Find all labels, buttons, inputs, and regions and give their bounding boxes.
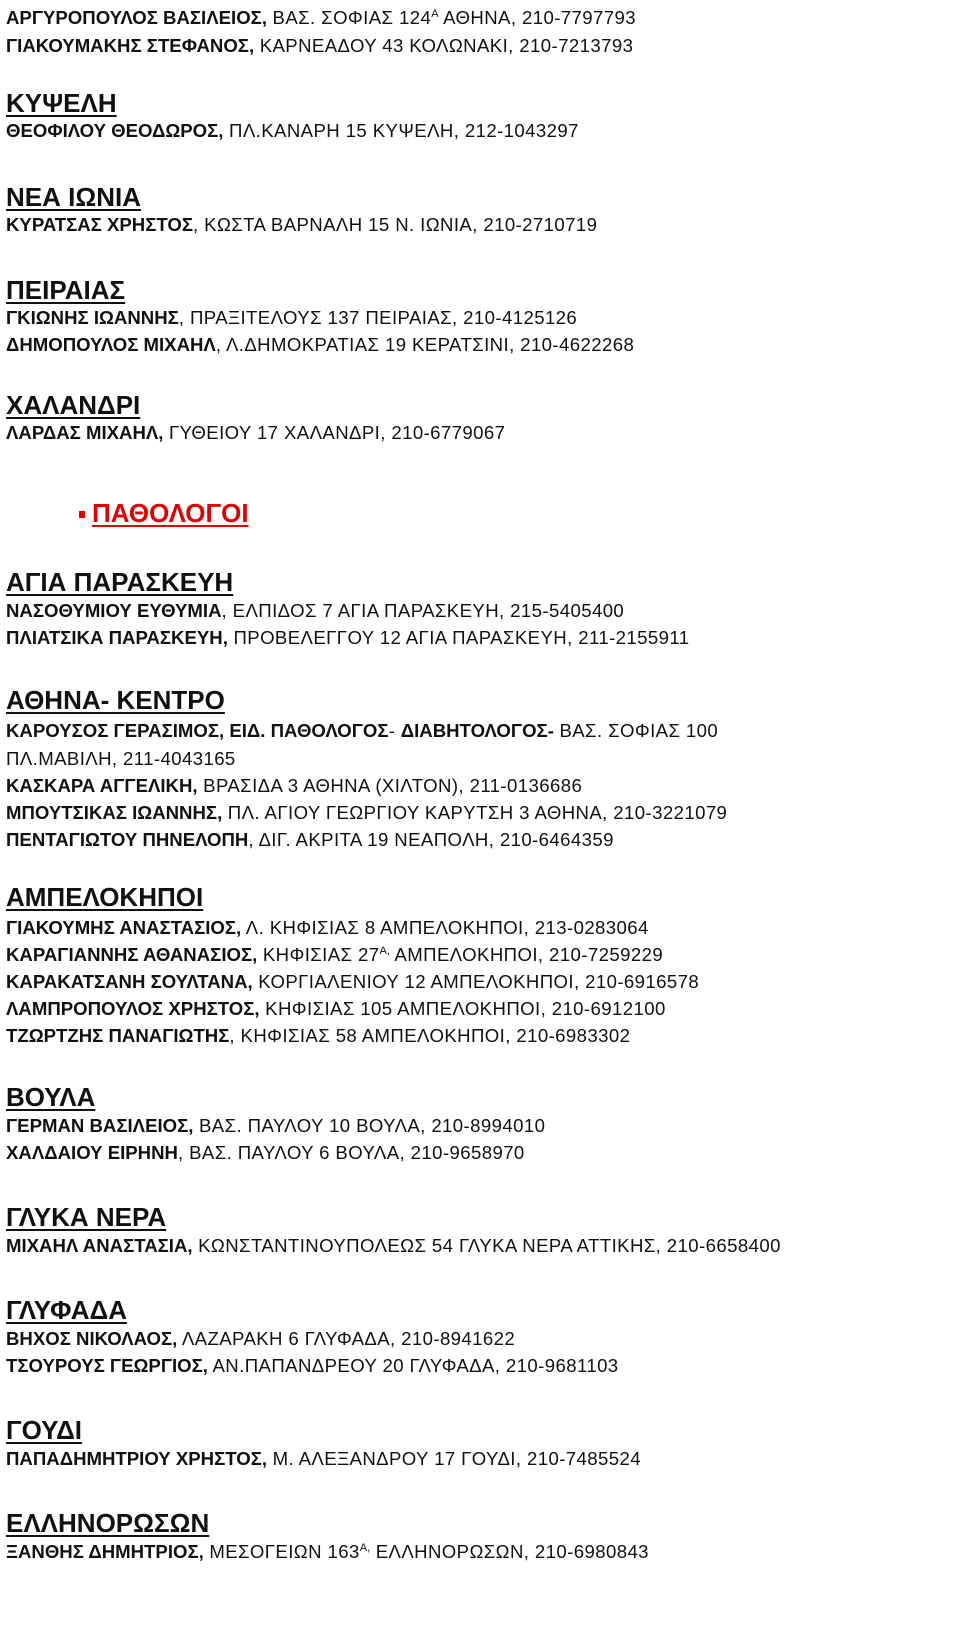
doctor-entry bbox=[6, 422, 505, 444]
area-heading: ΒΟΥΛΑ bbox=[6, 1082, 96, 1112]
doctor-details: Μ. ΑΛΕΞΑΝΔΡΟΥ 17 ΓΟΥΔΙ, 210-7485524 bbox=[267, 1448, 641, 1469]
address-superscript: Α bbox=[431, 8, 439, 20]
doctor-details: ΚΗΦΙΣΙΑΣ 27 bbox=[257, 944, 380, 965]
doctor-entry bbox=[6, 748, 236, 770]
doctor-details: ΚΟΡΓΙΑΛΕΝΙΟΥ 12 ΑΜΠΕΛΟΚΗΠΟΙ, 210-6916578 bbox=[252, 971, 700, 992]
doctor-name: ΠΑΠΑΔΗΜΗΤΡΙΟΥ ΧΡΗΣΤΟΣ, bbox=[6, 1448, 268, 1469]
doctor-entry bbox=[6, 802, 727, 824]
doctor-name: ΠΕΝΤΑΓΙΩΤΟΥ ΠΗΝΕΛΟΠΗ bbox=[6, 829, 249, 850]
doctor-details: ΒΡΑΣΙΔΑ 3 ΑΘΗΝΑ (ΧΙΛΤΟΝ), 211-0136686 bbox=[197, 775, 583, 796]
doctor-entry bbox=[6, 829, 614, 851]
doctor-name: ΚΑΡΑΚΑΤΣΑΝΗ ΣΟΥΛΤΑΝΑ, bbox=[6, 971, 253, 992]
doctor-details-cont: ΑΘΗΝΑ, 210-7797793 bbox=[438, 7, 636, 28]
doctor-name: ΘΕΟΦΙΛΟΥ ΘΕΟΔΩΡΟΣ, bbox=[6, 120, 224, 141]
doctor-entry bbox=[6, 971, 699, 993]
doctor-entry bbox=[6, 1355, 619, 1377]
doctor-entry bbox=[6, 917, 649, 939]
doctor-name: ΞΑΝΘΗΣ ΔΗΜΗΤΡΙΟΣ, bbox=[6, 1541, 204, 1562]
doctor-name: ΚΑΡΑΓΙΑΝΝΗΣ ΑΘΑΝΑΣΙΟΣ, bbox=[6, 944, 258, 965]
doctor-details: ΒΑΣ. ΣΟΦΙΑΣ 124 bbox=[266, 7, 432, 28]
doctor-entry bbox=[6, 1142, 525, 1164]
area-heading: ΓΛΥΦΑΔΑ bbox=[6, 1295, 128, 1325]
area-heading: ΚΥΨΕΛΗ bbox=[6, 88, 117, 118]
area-heading: ΝΕΑ ΙΩΝΙΑ bbox=[6, 182, 141, 212]
area-heading: ΓΟΥΔΙ bbox=[6, 1415, 83, 1445]
doctor-details: ΠΛ. ΑΓΙΟΥ ΓΕΩΡΓΙΟΥ ΚΑΡΥΤΣΗ 3 ΑΘΗΝΑ, 210-3221079 bbox=[222, 802, 728, 823]
doctor-details: , Λ.ΔΗΜΟΚΡΑΤΙΑΣ 19 ΚΕΡΑΤΣΙΝΙ, 210-4622268 bbox=[215, 334, 635, 355]
doctor-name: ΜΠΟΥΤΣΙΚΑΣ ΙΩΑΝΝΗΣ, bbox=[6, 802, 223, 823]
doctor-entry bbox=[6, 120, 579, 142]
square-bullet-icon bbox=[79, 511, 85, 518]
doctor-name: ΑΡΓΥΡΟΠΟΥΛΟΣ ΒΑΣΙΛΕΙΟΣ, bbox=[6, 7, 267, 28]
doctor-details: ΚΑΡΝΕΑΔΟΥ 43 ΚΟΛΩΝΑΚΙ, 210-7213793 bbox=[254, 35, 634, 56]
doctor-entry bbox=[6, 627, 689, 649]
doctor-details: ΜΕΣΟΓΕΙΩΝ 163 bbox=[203, 1541, 360, 1562]
doctor-name: ΚΑΣΚΑΡΑ ΑΓΓΕΛΙΚΗ, bbox=[6, 775, 198, 796]
doctor-details: , ΒΑΣ. ΠΑΥΛΟΥ 6 ΒΟΥΛΑ, 210-9658970 bbox=[177, 1142, 525, 1163]
doctor-details: , ΠΡΑΞΙΤΕΛΟΥΣ 137 ΠΕΙΡΑΙΑΣ, 210-4125126 bbox=[178, 307, 578, 328]
doctor-entry bbox=[6, 1115, 545, 1137]
area-heading: ΧΑΛΑΝΔΡΙ bbox=[6, 390, 141, 420]
area-heading: ΑΘΗΝΑ- ΚΕΝΤΡΟ bbox=[6, 685, 225, 715]
doctor-details: ΠΡΟΒΕΛΕΓΓΟΥ 12 ΑΓΙΑ ΠΑΡΑΣΚΕΥΗ, 211-2155911 bbox=[227, 627, 690, 648]
area-heading: ΑΜΠΕΛΟΚΗΠΟΙ bbox=[6, 882, 204, 912]
doctor-specialty: ΔΙΑΒΗΤΟΛΟΓΟΣ- bbox=[400, 720, 554, 741]
area-heading: ΠΕΙΡΑΙΑΣ bbox=[6, 275, 126, 305]
doctor-entry bbox=[6, 775, 582, 797]
area-heading: ΕΛΛΗΝΟΡΩΣΩΝ bbox=[6, 1508, 210, 1538]
doctor-name: ΓΙΑΚΟΥΜΗΣ ΑΝΑΣΤΑΣΙΟΣ, bbox=[6, 917, 242, 938]
doctor-entry bbox=[6, 944, 663, 966]
doctor-entry bbox=[6, 600, 624, 622]
doctor-name: ΔΗΜΟΠΟΥΛΟΣ ΜΙΧΑΗΛ bbox=[6, 334, 216, 355]
doctor-details: , ΚΩΣΤΑ ΒΑΡΝΑΛΗ 15 Ν. ΙΩΝΙΑ, 210-2710719 bbox=[193, 214, 598, 235]
doctor-entry bbox=[6, 307, 577, 329]
doctor-details: - bbox=[388, 720, 401, 741]
doctor-details-cont: ΕΛΛΗΝΟΡΩΣΩΝ, 210-6980843 bbox=[370, 1541, 649, 1562]
doctor-details: ΚΗΦΙΣΙΑΣ 105 ΑΜΠΕΛΟΚΗΠΟΙ, 210-6912100 bbox=[259, 998, 666, 1019]
doctor-name: ΚΑΡΟΥΣΟΣ ΓΕΡΑΣΙΜΟΣ, ΕΙΔ. ΠΑΘΟΛΟΓΟΣ bbox=[6, 720, 389, 741]
doctor-details: ΛΑΖΑΡΑΚΗ 6 ΓΛΥΦΑΔΑ, 210-8941622 bbox=[177, 1328, 516, 1349]
doctor-entry bbox=[6, 334, 634, 356]
doctor-entry bbox=[6, 1328, 515, 1350]
doctor-name: ΠΛΙΑΤΣΙΚΑ ΠΑΡΑΣΚΕΥΗ, bbox=[6, 627, 228, 648]
doctor-details: ΠΛ.ΚΑΝΑΡΗ 15 ΚΥΨΕΛΗ, 212-1043297 bbox=[223, 120, 579, 141]
doctor-entry bbox=[6, 35, 633, 57]
doctor-name: ΒΗΧΟΣ ΝΙΚΟΛΑΟΣ, bbox=[6, 1328, 178, 1349]
doctor-details: ΑΝ.ΠΑΠΑΝΔΡΕΟΥ 20 ΓΛΥΦΑΔΑ, 210-9681103 bbox=[207, 1355, 619, 1376]
doctor-details: , ΕΛΠΙΔΟΣ 7 ΑΓΙΑ ΠΑΡΑΣΚΕΥΗ, 215-5405400 bbox=[221, 600, 625, 621]
doctor-details-cont: ΑΜΠΕΛΟΚΗΠΟΙ, 210-7259229 bbox=[389, 944, 664, 965]
address-superscript: Α, bbox=[359, 1542, 371, 1554]
doctor-entry bbox=[6, 1025, 630, 1047]
doctor-entry bbox=[6, 1235, 781, 1257]
doctor-entry bbox=[6, 7, 636, 29]
doctor-details: ΠΛ.ΜΑΒΙΛΗ, 211-4043165 bbox=[6, 748, 236, 769]
doctor-details: Λ. ΚΗΦΙΣΙΑΣ 8 ΑΜΠΕΛΟΚΗΠΟΙ, 213-0283064 bbox=[241, 917, 649, 938]
doctor-entry bbox=[6, 214, 597, 236]
doctor-name: ΝΑΣΟΘΥΜΙΟΥ ΕΥΘΥΜΙΑ bbox=[6, 600, 222, 621]
doctor-entry bbox=[6, 998, 666, 1020]
doctor-entry bbox=[6, 1448, 641, 1470]
doctor-details: ΒΑΣ. ΠΑΥΛΟΥ 10 ΒΟΥΛΑ, 210-8994010 bbox=[193, 1115, 546, 1136]
doctor-name: ΓΕΡΜΑΝ ΒΑΣΙΛΕΙΟΣ, bbox=[6, 1115, 194, 1136]
doctor-name: ΛΑΡΔΑΣ ΜΙΧΑΗΛ, bbox=[6, 422, 164, 443]
section-title: ΠΑΘΟΛΟΓΟΙ bbox=[92, 498, 249, 528]
address-superscript: Α, bbox=[379, 945, 390, 957]
doctor-details-cont: ΒΑΣ. ΣΟΦΙΑΣ 100 bbox=[553, 720, 719, 741]
area-heading: ΓΛΥΚΑ ΝΕΡΑ bbox=[6, 1202, 167, 1232]
doctor-details: , ΚΗΦΙΣΙΑΣ 58 ΑΜΠΕΛΟΚΗΠΟΙ, 210-6983302 bbox=[229, 1025, 631, 1046]
doctor-name: ΜΙΧΑΗΛ ΑΝΑΣΤΑΣΙΑ, bbox=[6, 1235, 193, 1256]
doctor-name: ΓΙΑΚΟΥΜΑΚΗΣ ΣΤΕΦΑΝΟΣ, bbox=[6, 35, 255, 56]
area-heading: ΑΓΙΑ ΠΑΡΑΣΚΕΥΗ bbox=[6, 567, 234, 597]
doctor-entry bbox=[6, 720, 718, 742]
doctor-name: ΓΚΙΩΝΗΣ ΙΩΑΝΝΗΣ bbox=[6, 307, 179, 328]
doctor-name: ΤΖΩΡΤΖΗΣ ΠΑΝΑΓΙΩΤΗΣ bbox=[6, 1025, 230, 1046]
doctor-name: ΚΥΡΑΤΣΑΣ ΧΡΗΣΤΟΣ bbox=[6, 214, 194, 235]
doctor-name: ΤΣΟΥΡΟΥΣ ΓΕΩΡΓΙΟΣ, bbox=[6, 1355, 208, 1376]
doctor-details: , ΔΙΓ. ΑΚΡΙΤΑ 19 ΝΕΑΠΟΛΗ, 210-6464359 bbox=[248, 829, 614, 850]
doctor-name: ΧΑΛΔΑΙΟΥ ΕΙΡΗΝΗ bbox=[6, 1142, 178, 1163]
doctor-details: ΓΥΘΕΙΟΥ 17 ΧΑΛΑΝΔΡΙ, 210-6779067 bbox=[163, 422, 506, 443]
doctor-name: ΛΑΜΠΡΟΠΟΥΛΟΣ ΧΡΗΣΤΟΣ, bbox=[6, 998, 260, 1019]
doctor-entry bbox=[6, 1541, 649, 1563]
doctor-details: ΚΩΝΣΤΑΝΤΙΝΟΥΠΟΛΕΩΣ 54 ΓΛΥΚΑ ΝΕΡΑ ΑΤΤΙΚΗΣ, 210-6658400 bbox=[192, 1235, 781, 1256]
